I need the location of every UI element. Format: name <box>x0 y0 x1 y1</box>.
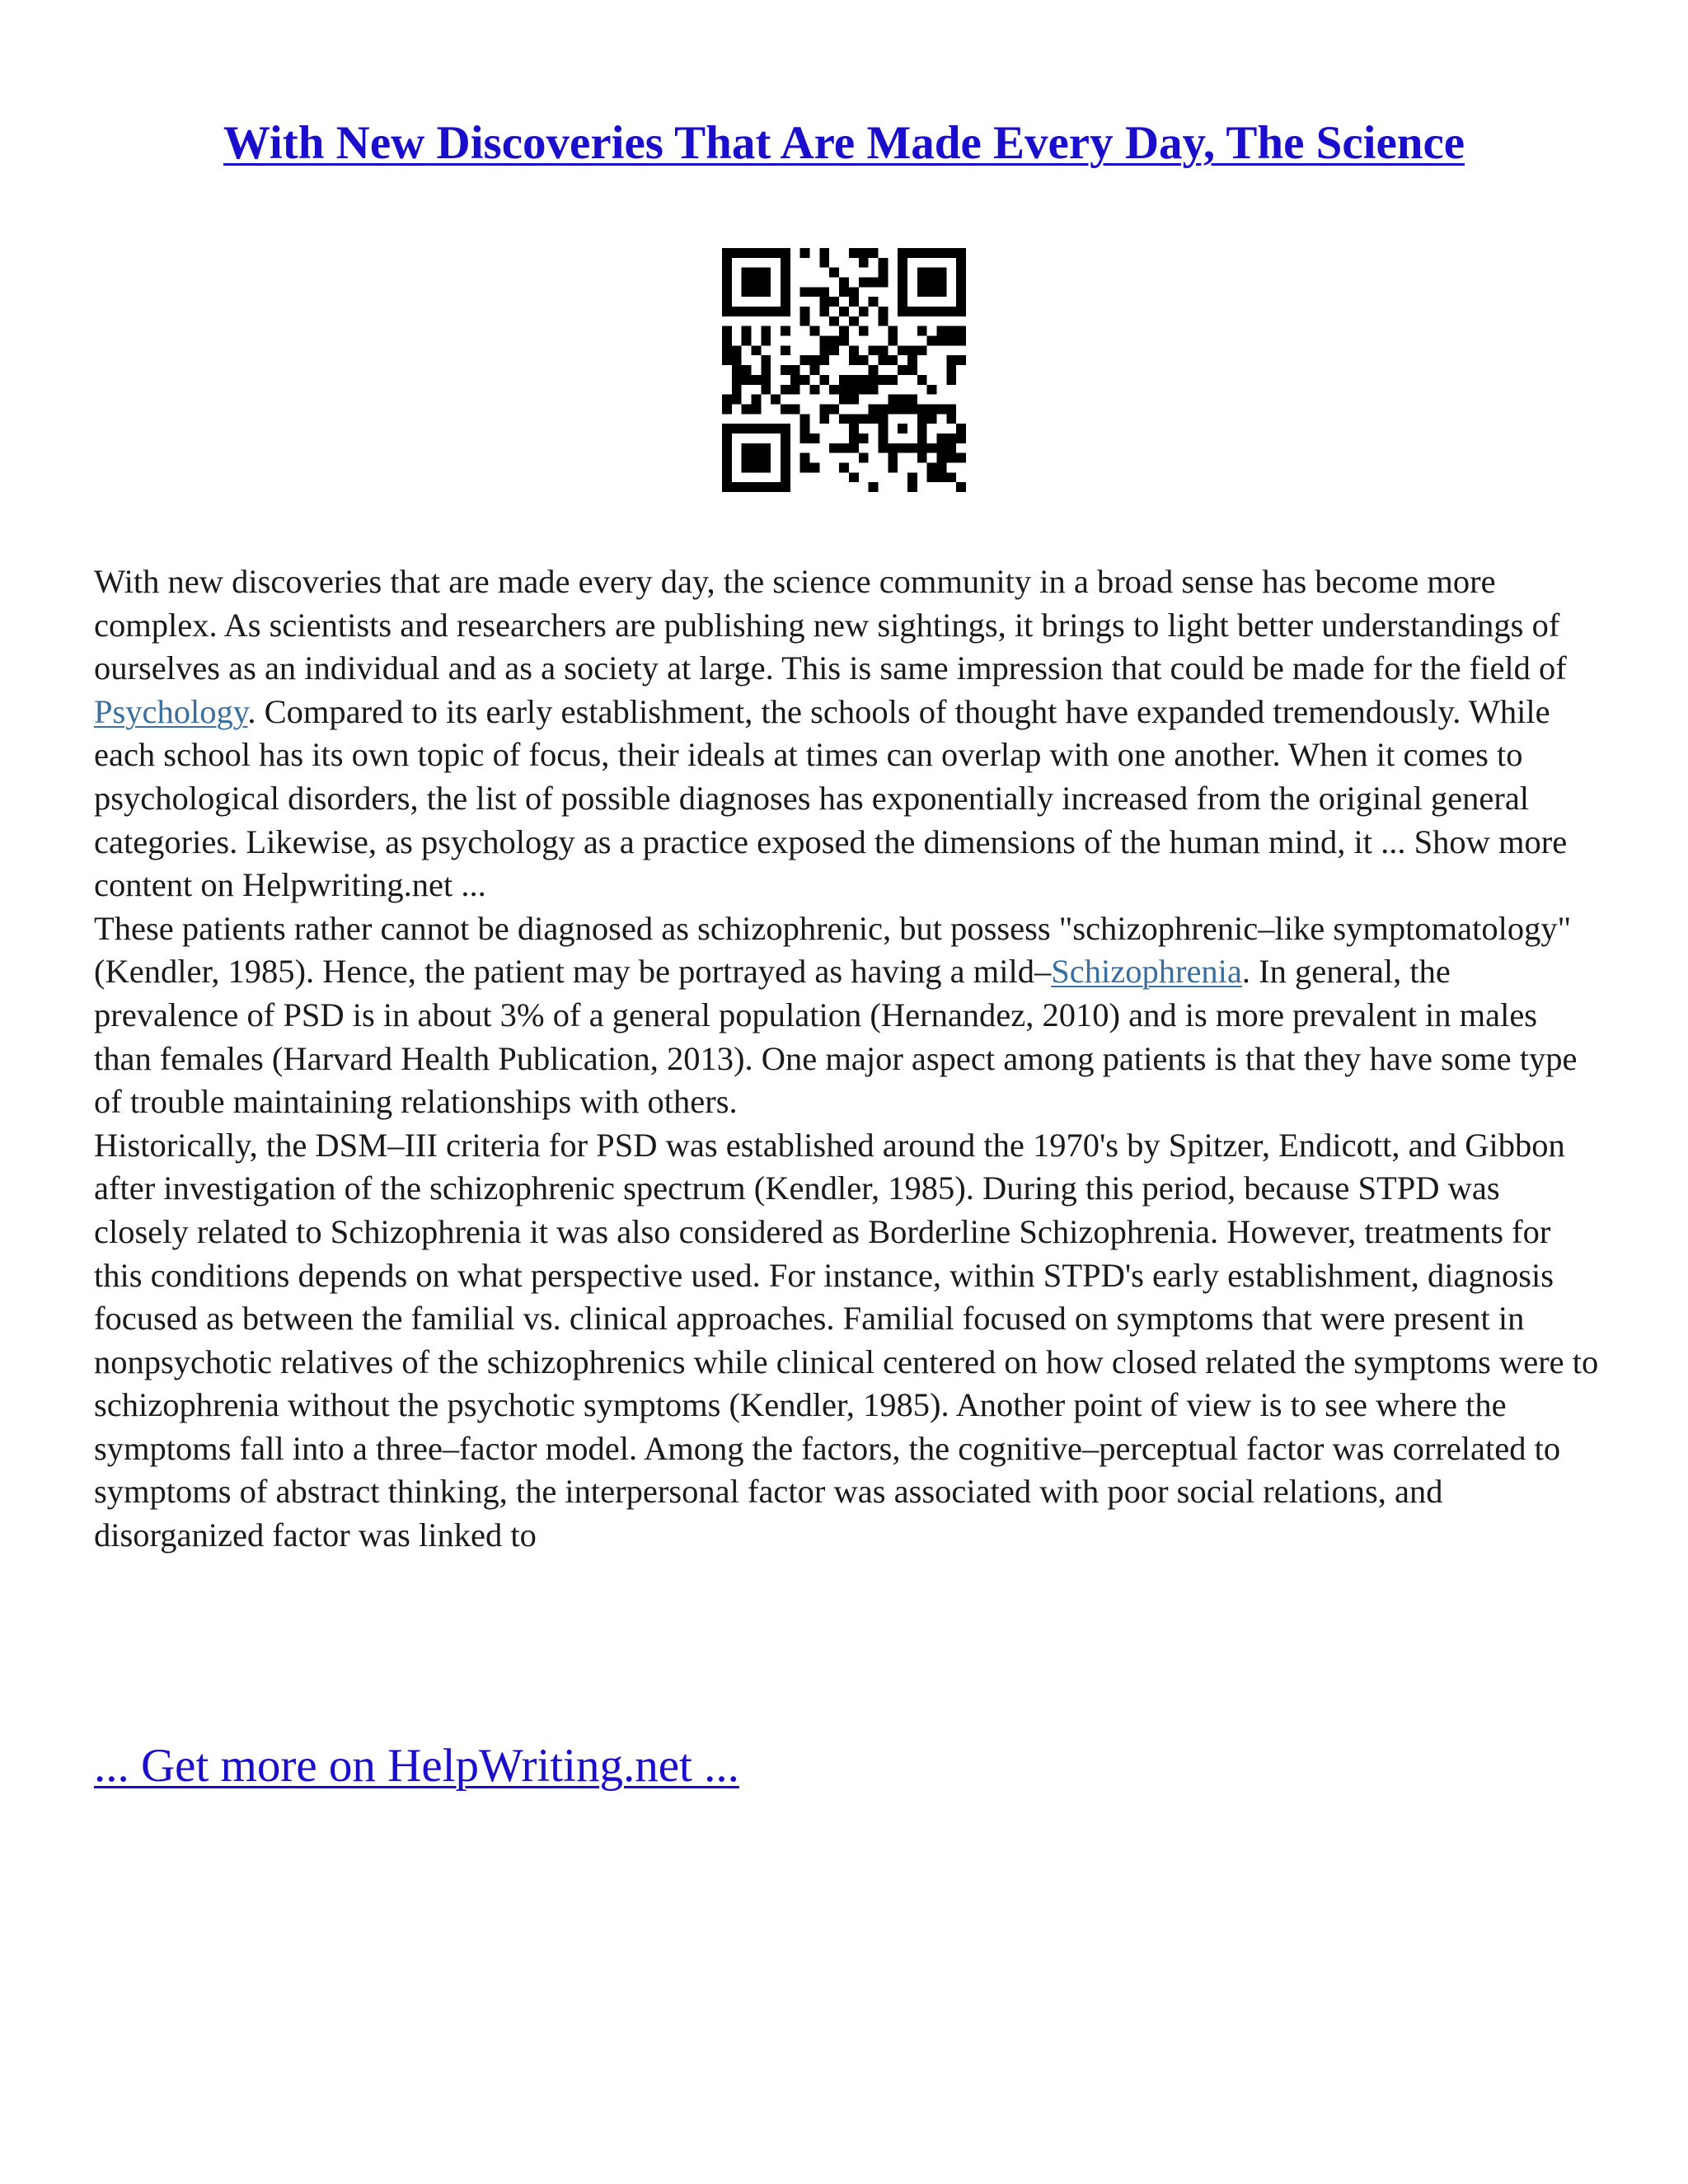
qr-code-icon <box>722 248 966 492</box>
get-more-section <box>94 1737 739 1795</box>
schizophrenia-link[interactable]: Schizophrenia <box>1051 953 1242 991</box>
paragraph-3: Historically, the DSM–III criteria for PSD was established around the 1970's by Spitzer, Endicott, and Gibbon after investigation of the schizophrenic spectrum (Kendler, 1985). During this period, because STPD was closely related to Schizophrenia it was also considered as Borderline Schizophrenia. However, treatments for this conditions depends on what perspective used. For instance, within STPD's early establishment, diagnosis focused as between the familial vs. clinical approaches. Familial focused on symptoms that were present in nonpsychotic relatives of the schizophrenics while clinical centered on how closed related the symptoms were to schizophrenia without the psychotic symptoms (Kendler, 1985). Another point of view is to see where the symptoms fall into a three–factor model. Among the factors, the cognitive–perceptual factor was correlated to symptoms of abstract thinking, the interpersonal factor was associated with poor social relations, and disorganized factor was linked to <box>94 1126 1599 1554</box>
paragraph-2 <box>94 907 1602 1124</box>
paragraph-1 <box>94 560 1602 907</box>
paragraph-1-text-b: . Compared to its early establishment, the schools of thought have expanded tremendously. While each school has its own topic of focus, their ideals at times can overlap with one another. When it comes to psychological disorders, the list of possible diagnoses has exponentially increased from the original general categories. Likewise, as psychology as a practice exposed the dimensions of the human mind, it ... Show more content on Helpwriting.net ... <box>94 692 1568 904</box>
psychology-link[interactable]: Psychology <box>94 692 248 730</box>
paragraph-2-text-a: These patients rather cannot be diagnosed as schizophrenic, but possess "schizophrenic–like symptomatology" (Kendler, 1985). Hence, the patient may be portrayed as having a mild– <box>94 909 1572 991</box>
document-title <box>0 114 1688 173</box>
get-more-link[interactable]: ... Get more on HelpWriting.net ... <box>94 1740 739 1792</box>
paragraph-2-text-b: . In general, the prevalence of PSD is in about 3% of a general population (Hernandez, 2010) and is more prevalent in males than females (Harvard Health Publication, 2013). One major aspect among patients is that they have some type of trouble maintaining relationships with others. <box>94 953 1578 1121</box>
paragraph-1-text-a: With new discoveries that are made every day, the science community in a broad sense has become more complex. As scientists and researchers are publishing new sightings, it brings to light better understandings of ourselves as an individual and as a society at large. This is same impression that could be made for the field of <box>94 563 1567 687</box>
title-link[interactable]: With New Discoveries That Are Made Every Day, The Science <box>223 117 1465 169</box>
article-body <box>94 560 1602 1558</box>
